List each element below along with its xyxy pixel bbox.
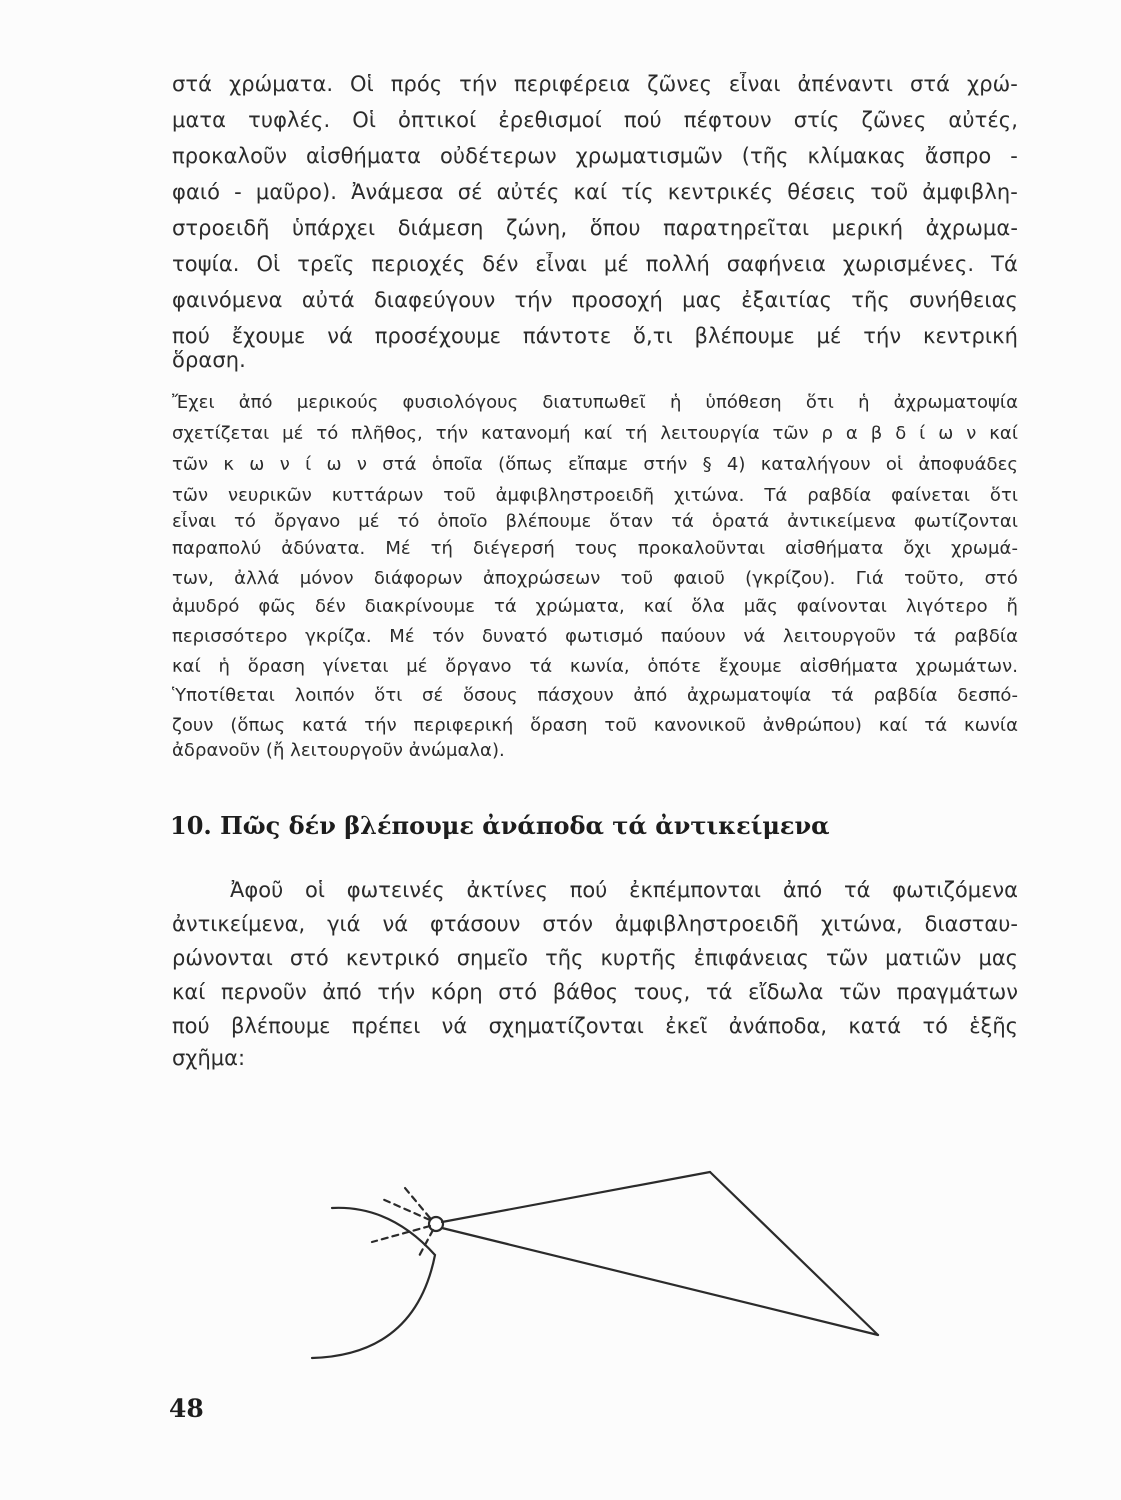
text-line: σχετίζεται μέ τό πλῆθος, τήν κατανομή καί τή λειτουργία τῶν ρ α β δ ί ω ν καί (172, 423, 1018, 444)
section-heading: 10. Πῶς δέν βλέπουμε ἀνάποδα τά ἀντικείμενα (170, 811, 830, 840)
object-line (710, 1172, 878, 1335)
ray-lower (442, 1228, 878, 1335)
text-line: τοψία. Οἱ τρεῖς περιοχές δέν εἶναι μέ πολλή σαφήνεια χωρισμένες. Τά (172, 252, 1018, 276)
eye-ray-diagram (300, 1150, 920, 1380)
text-line: προκαλοῦν αἰσθήματα οὐδέτερων χρωματισμῶν (τῆς κλίμακας ἄσπρο - (172, 144, 1018, 168)
text-line: τῶν νευρικῶν κυττάρων τοῦ ἀμφιβληστροειδῆ χιτώνα. Τά ραβδία φαίνεται ὅτι (172, 485, 1018, 506)
text-line: Ὑποτίθεται λοιπόν ὅτι σέ ὅσους πάσχουν ἀπό ἀχρωματοψία τά ραβδία δεσπό- (172, 685, 1018, 706)
text-line: ἀμυδρό φῶς δέν διακρίνουμε τά χρώματα, καί ὅλα μᾶς φαίνονται λιγότερο ἤ (172, 596, 1018, 617)
text-line: στά χρώματα. Οἱ πρός τήν περιφέρεια ζῶνες εἶναι ἀπέναντι στά χρώ- (172, 72, 1018, 96)
text-line: καί ἡ ὅραση γίνεται μέ ὄργανο τά κωνία, ὁπότε ἔχουμε αἰσθήματα χρωμάτων. (172, 656, 1018, 677)
text-line: Ἀφοῦ οἱ φωτεινές ἀκτίνες πού ἐκπέμπονται ἀπό τά φωτιζόμενα (230, 878, 1018, 902)
text-line: φαιό - μαῦρο). Ἀνάμεσα σέ αὐτές καί τίς κεντρικές θέσεις τοῦ ἀμφιβλη- (172, 180, 1018, 204)
text-line: παραπολύ ἀδύνατα. Μέ τή διέγερσή τους προκαλοῦνται αἰσθήματα ὄχι χρωμά- (172, 538, 1018, 559)
text-line: καί περνοῦν ἀπό τήν κόρη στό βάθος τους, τά εἴδωλα τῶν πραγμάτων (172, 980, 1018, 1004)
text-line: φαινόμενα αὐτά διαφεύγουν τήν προσοχή μας ἐξαιτίας τῆς συνήθειας (172, 288, 1018, 312)
text-line: τῶν κ ω ν ί ω ν στά ὁποῖα (ὅπως εἴπαμε στήν § 4) καταλήγουν οἱ ἀποφυάδες (172, 454, 1018, 475)
text-line: πού βλέπουμε πρέπει νά σχηματίζονται ἐκεῖ ἀνάποδα, κατά τό ἑξῆς (172, 1014, 1018, 1038)
text-line: στροειδῆ ὑπάρχει διάμεση ζώνη, ὅπου παρατηρεῖται μερική ἀχρωμα- (172, 216, 1018, 240)
text-line: ζουν (ὅπως κατά τήν περιφερική ὅραση τοῦ κανονικοῦ ἀνθρώπου) καί τά κωνία (172, 715, 1018, 736)
text-line: Ἔχει ἀπό μερικούς φυσιολόγους διατυπωθεῖ ἡ ὑπόθεση ὅτι ἡ ἀχρωματοψία (172, 392, 1018, 413)
text-line: των, ἀλλά μόνον διάφορων ἀποχρώσεων τοῦ φαιοῦ (γκρίζου). Γιά τοῦτο, στό (172, 568, 1018, 589)
ray-upper (442, 1172, 710, 1222)
text-line: ρώνονται στό κεντρικό σημεῖο τῆς κυρτῆς ἐπιφάνειας τῶν ματιῶν μας (172, 946, 1018, 970)
text-line: πού ἔχουμε νά προσέχουμε πάντοτε ὅ,τι βλέπουμε μέ τήν κεντρική (172, 324, 1018, 348)
text-line: περισσότερο γκρίζα. Μέ τόν δυνατό φωτισμό παύουν νά λειτουργοῦν τά ραβδία (172, 626, 1018, 647)
page-number: 48 (169, 1394, 204, 1423)
text-line: εἶναι τό ὄργανο μέ τό ὁποῖο βλέπουμε ὅταν τά ὁρατά ἀντικείμενα φωτίζονται (172, 511, 1018, 532)
text-line: ἀδρανοῦν (ἤ λειτουργοῦν ἀνώμαλα). (172, 740, 505, 761)
pupil-circle (429, 1217, 443, 1231)
text-line: σχῆμα: (172, 1046, 246, 1070)
text-line: ὅραση. (172, 348, 246, 372)
inner-ray-down (372, 1226, 430, 1242)
text-line: ἀντικείμενα, γιά νά φτάσουν στόν ἀμφιβληστροειδῆ χιτώνα, διασταυ- (172, 912, 1018, 936)
inner-ray-bottom (418, 1230, 433, 1258)
text-line: ματα τυφλές. Οἱ ὀπτικοί ἐρεθισμοί πού πέφτουν στίς ζῶνες αὐτές, (172, 108, 1018, 132)
